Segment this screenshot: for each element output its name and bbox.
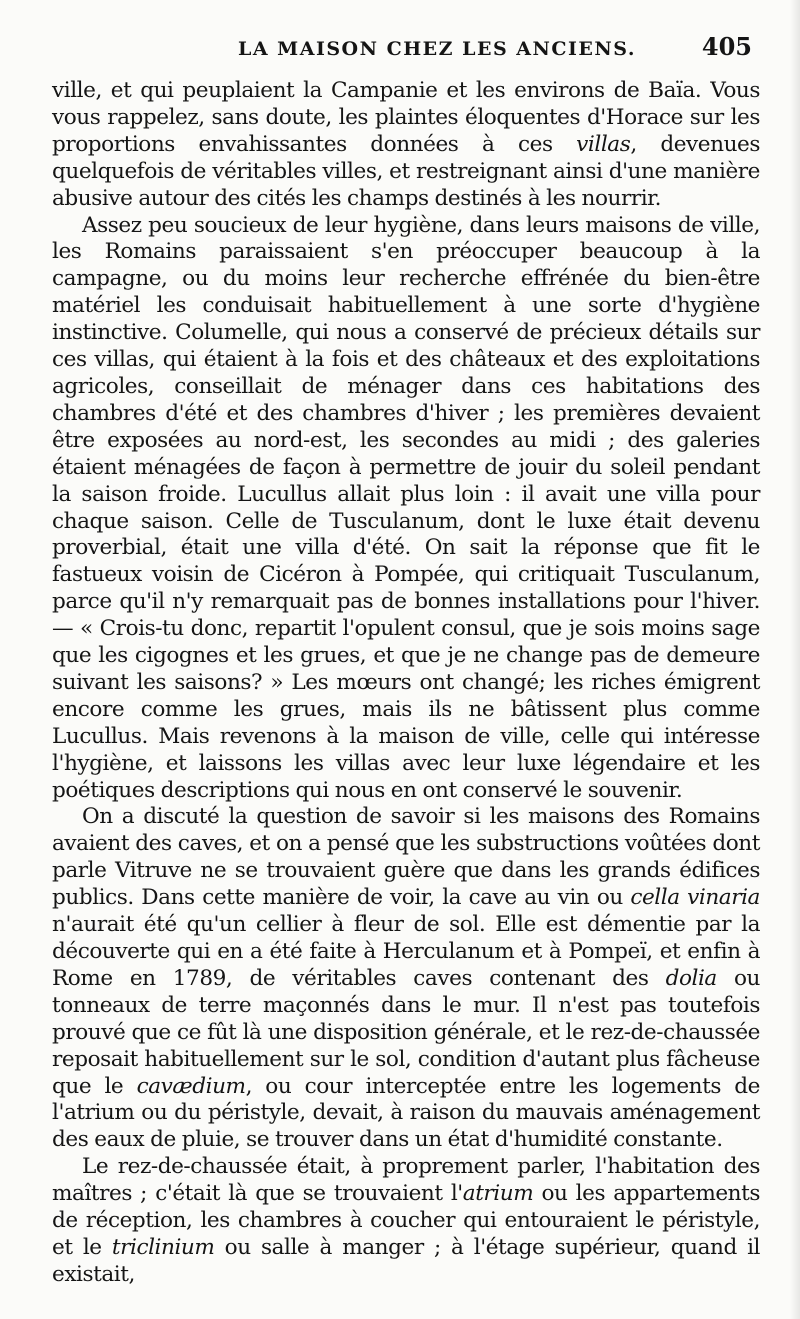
text-run: ou les appartements de réception, les chambres à coucher qui entouraient le péristyle, et le [52, 1181, 760, 1260]
paragraph [52, 1154, 760, 1289]
text-run: ville, et qui peuplaient la Campanie et les environs de Baïa. Vous vous rappelez, sans doute, les plaintes éloquentes d'Horace sur les proportions envahissantes données à ces [52, 78, 760, 157]
text-run: , devenues quelquefois de véritables villes, et restreignant ainsi d'une manière abusive autour des cités les champs destinés à les nourrir. [52, 131, 760, 211]
running-head-title: LA MAISON CHEZ LES ANCIENS. [237, 38, 636, 60]
paragraph [52, 213, 760, 805]
text-run: Le rez-de-chaussée était, à proprement parler, l'habitation des maîtres ; c'était là que se trouvaient l' [52, 1154, 760, 1207]
running-head [52, 32, 760, 78]
italic-term: atrium [462, 1181, 534, 1207]
text-run: ou salle à manger ; à l'étage supérieur, quand il existait, [52, 1234, 761, 1287]
text-run: , ou cour interceptée entre les logements de l'atrium ou du péristyle, devait, à raison du mauvais aménagement des eaux de pluie, se trouver dans un état d'humidité constante. [52, 1073, 760, 1153]
page-number: 405 [701, 32, 752, 61]
body-text [52, 78, 760, 1289]
italic-term: triclinium [111, 1234, 215, 1260]
paragraph [52, 804, 760, 1154]
text-run: On a discuté la question de savoir si les maisons des Romains avaient des caves, et on a pensé que les substructions voûtées dont parle Vitruve ne se trouvaient guère que dans les grands édifices publics. Dans cette manière de voir, la cave au vin ou [52, 804, 760, 911]
text-run: ou tonneaux de terre maçonnés dans le mur. Il n'est pas toutefois prouvé que ce fût là une disposition générale, et le rez-de-chaussée reposait habituellement sur le sol, condition d'autant plus fâcheuse que le [52, 965, 761, 1099]
text-run: Assez peu soucieux de leur hygiène, dans leurs maisons de ville, les Romains paraissaient s'en préoccuper beaucoup à la campagne, ou du moins leur recherche effrénée du bien-être matériel les conduisait habituellement à une sorte d'hygiène instinctive. Columelle, qui nous a conservé de précieux détails sur ces villas, qui étaient à la fois et des châteaux et des exploitations agricoles, conseillait de ménager dans ces habitations des chambres d'été et des chambres d'hiver ; les premières devaient être exposées au nord-est, les secondes au midi ; des galeries étaient ménagées de façon à permettre de jouir du soleil pendant la saison froide. Lucullus allait plus loin : il avait une villa pour chaque saison. Celle de Tusculanum, dont le luxe était devenu proverbial, était une villa d'été. On sait la réponse que fit le fastueux voisin de Cicéron à Pompée, qui critiquait Tusculanum, parce qu'il n'y remarquait pas de bonnes installations pour l'hiver. — « Crois-tu donc, repartit l'opulent consul, que je sois moins sage que les cigognes et les grues, et que je ne change pas de demeure suivant les saisons? » Les mœurs ont changé; les riches émigrent encore comme les grues, mais ils ne bâtissent plus comme Lucullus. Mais revenons à la maison de ville, celle qui intéresse l'hygiène, et laissons les villas avec leur luxe légendaire et les poétiques descriptions qui nous en ont conservé le souvenir. [52, 212, 760, 803]
italic-term: cella vinaria [630, 885, 760, 911]
page-edge-shadow [790, 0, 800, 1319]
italic-term: villas [576, 131, 631, 157]
italic-term: cavædium [136, 1073, 246, 1099]
italic-term: dolia [665, 965, 717, 991]
text-run: n'aurait été qu'un cellier à fleur de sol. Elle est démentie par la découverte qui en a été faite à Herculanum et à Pompeï, et enfin à Rome en 1789, de véritables caves contenant des [52, 912, 760, 991]
paragraph [52, 78, 760, 213]
